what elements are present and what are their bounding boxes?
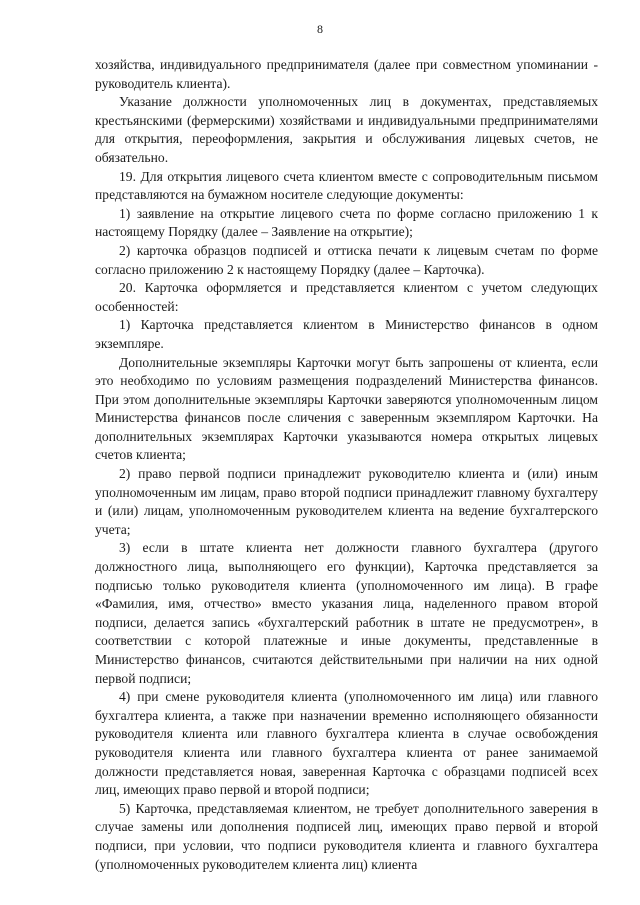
paragraph-text: Карточка представляется клиентом в Министерство финансов в одном экземпляре. <box>95 317 598 351</box>
numbered-paragraph <box>95 242 598 279</box>
item-number: 3) <box>119 540 131 556</box>
page-number: 8 <box>317 22 323 36</box>
numbered-paragraph <box>95 168 598 205</box>
numbered-paragraph <box>95 279 598 316</box>
item-number: 4) <box>119 689 131 705</box>
paragraph <box>95 354 598 466</box>
document-body <box>95 56 598 874</box>
paragraph-text: при смене руководителя клиента (уполномоченного им лица) или главного бухгалтера клиента, а также при назначении временно исполняющего обязанности руководителя клиента или главного бухгалтера клиента в случае освобождения руководителя клиента или главного бухгалтера клиента от ранее занимаемой должности представляется новая, заверенная Карточка с образцами подписей всех лиц, имеющих право первой и второй подписи; <box>95 689 598 798</box>
paragraph-text: хозяйства, индивидуального предпринимателя (далее при совместном упоминании - руководитель клиента). <box>95 57 598 91</box>
numbered-paragraph <box>95 688 598 800</box>
item-number: 1) <box>119 317 131 333</box>
paragraph-text: право первой подписи принадлежит руководителю клиента и (или) иным уполномоченным им лицам, право второй подписи принадлежит главному бухгалтеру и (или) лицам, уполномоченным руководителем клиента на ведение бухгалтерского учета; <box>95 466 599 537</box>
paragraph-text: Для открытия лицевого счета клиентом вместе с сопроводительным письмом представляются на бумажном носителе следующие документы: <box>95 168 598 203</box>
item-number: 19. <box>119 168 136 184</box>
item-number: 5) <box>119 800 131 816</box>
item-number: 1) <box>119 205 131 221</box>
paragraph-text: если в штате клиента нет должности главного бухгалтера (другого должностного лица, выполняющего его функции), Карточка представляется за подписью только руководителя клиента (уполномоченного им лица). В графе «Фамилия, имя, отчество» вместо указания лица, наделенного правом второй подписи, делается запись «бухгалтерский работник в штате не предусмотрен», в соответствии с которой платежные и иные документы, представленные в Министерство финансов, считаются действительными при наличии на них одной первой подписи; <box>95 540 598 686</box>
numbered-paragraph <box>95 205 598 242</box>
paragraph <box>95 93 598 167</box>
numbered-paragraph <box>95 539 598 688</box>
paragraph-text: Дополнительные экземпляры Карточки могут быть запрошены от клиента, если это необходимо по условиям размещения подразделений Министерства финансов. При этом дополнительные экземпляры Карточки заверяются уполномоченным лицом Министерства финансов после сличения с заверенным экземпляром Карточки. На дополнительных экземплярах Карточки указываются номера открытых лицевых счетов клиента; <box>95 354 598 463</box>
item-number: 2) <box>119 466 131 482</box>
paragraph-text: заявление на открытие лицевого счета по форме согласно приложению 1 к настоящему Порядку (далее – Заявление на открытие); <box>95 205 598 240</box>
paragraph-text: карточка образцов подписей и оттиска печати к лицевым счетам по форме согласно приложению 2 к настоящему Порядку (далее – Карточка). <box>95 242 598 277</box>
item-number: 20. <box>119 280 136 296</box>
item-number: 2) <box>119 242 131 258</box>
numbered-paragraph <box>95 316 598 353</box>
paragraph <box>95 56 598 93</box>
paragraph-text: Карточка оформляется и представляется клиентом с учетом следующих особенностей: <box>95 280 598 314</box>
numbered-paragraph <box>95 800 598 874</box>
paragraph-text: Указание должности уполномоченных лиц в документах, представляемых крестьянскими (фермерскими) хозяйствами и индивидуальными предпринимателями для открытия, переоформления, закрытия и обслуживания лицевых счетов, не обязательно. <box>95 94 598 165</box>
numbered-paragraph <box>95 465 598 539</box>
paragraph-text: Карточка, представляемая клиентом, не требует дополнительного заверения в случае замены или дополнения подписей лиц, имеющих право первой и второй подписи, при условии, что подписи руководителя клиента и главного бухгалтера (уполномоченных руководителем клиента лиц) клиента <box>95 800 598 872</box>
